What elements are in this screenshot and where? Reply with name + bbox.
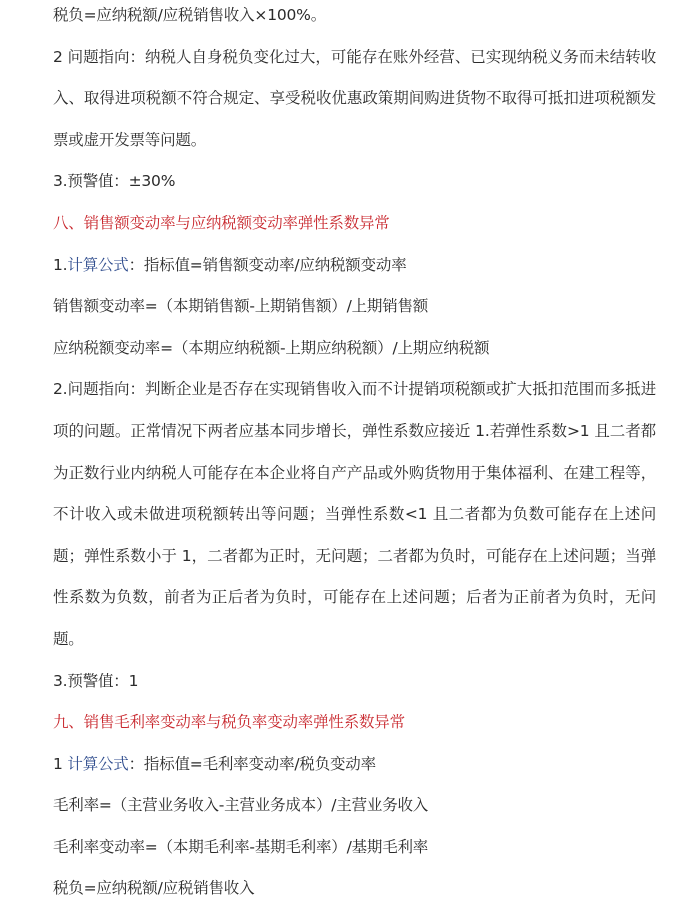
section-9-heading: 九、销售毛利率变动率与税负率变动率弹性系数异常 xyxy=(53,713,405,732)
warning-value-line: 3.预警值：±30% xyxy=(53,172,176,191)
tax-burden-formula-line: 税负=应纳税额/应税销售收入×100%。 xyxy=(53,6,327,24)
section-9-formula-line xyxy=(53,744,656,786)
section-8-formula-line xyxy=(53,245,656,287)
issue-pointer-paragraph: 2 问题指向：纳税人自身税负变化过大，可能存在账外经营、已实现纳税义务而未结转收入、取得进项税额不符合规定、享受税收优惠政策期间购进货物不取得可抵扣进项税额发票或虚开发票等问题。 xyxy=(53,47,656,149)
section-8-heading: 八、销售额变动率与应纳税额变动率弹性系数异常 xyxy=(53,213,390,232)
section-9-formula-label: 计算公式 xyxy=(67,754,129,773)
section-9-formula-text: ：指标值=毛利率变动率/税负变动率 xyxy=(128,754,376,773)
section-8-issue-paragraph: 2.问题指向：判断企业是否存在实现销售收入而不计提销项税额或扩大抵扣范围而多抵进项的问题。正常情况下两者应基本同步增长，弹性系数应接近 1.若弹性系数>1 且二者都为正数行业内纳税人可能存在本企业将自产产品或外购货物用于集体福利、在建工程等，不计收入或未做进项税额转出等问题；当弹性系数<1 且二者都为负数可能存在上述问题；弹性系数小于 1，二者都为正时，无问题；二者都为负时，可能存在上述问题；当弹性系数为负数，前者为正后者为负时，可能存在上述问题；后者为正前者为负时，无问题。 xyxy=(53,380,656,648)
section-8-formula-label: 计算公式 xyxy=(67,255,129,274)
section-9-formula-prefix: 1 xyxy=(53,754,68,773)
section-8-formula-text: ：指标值=销售额变动率/应纳税额变动率 xyxy=(128,255,407,274)
section-8-formula-prefix: 1. xyxy=(53,255,68,274)
gross-margin-change-formula: 毛利率变动率=（本期毛利率-基期毛利率）/基期毛利率 xyxy=(53,837,429,856)
tax-change-rate-formula: 应纳税额变动率=（本期应纳税额-上期应纳税额）/上期应纳税额 xyxy=(53,338,490,357)
gross-margin-formula: 毛利率=（主营业务收入-主营业务成本）/主营业务收入 xyxy=(53,796,429,815)
sales-change-rate-formula: 销售额变动率=（本期销售额-上期销售额）/上期销售额 xyxy=(53,297,429,316)
section-8-warning-value: 3.预警值：1 xyxy=(53,671,139,690)
tax-burden-formula: 税负=应纳税额/应税销售收入 xyxy=(53,879,255,898)
